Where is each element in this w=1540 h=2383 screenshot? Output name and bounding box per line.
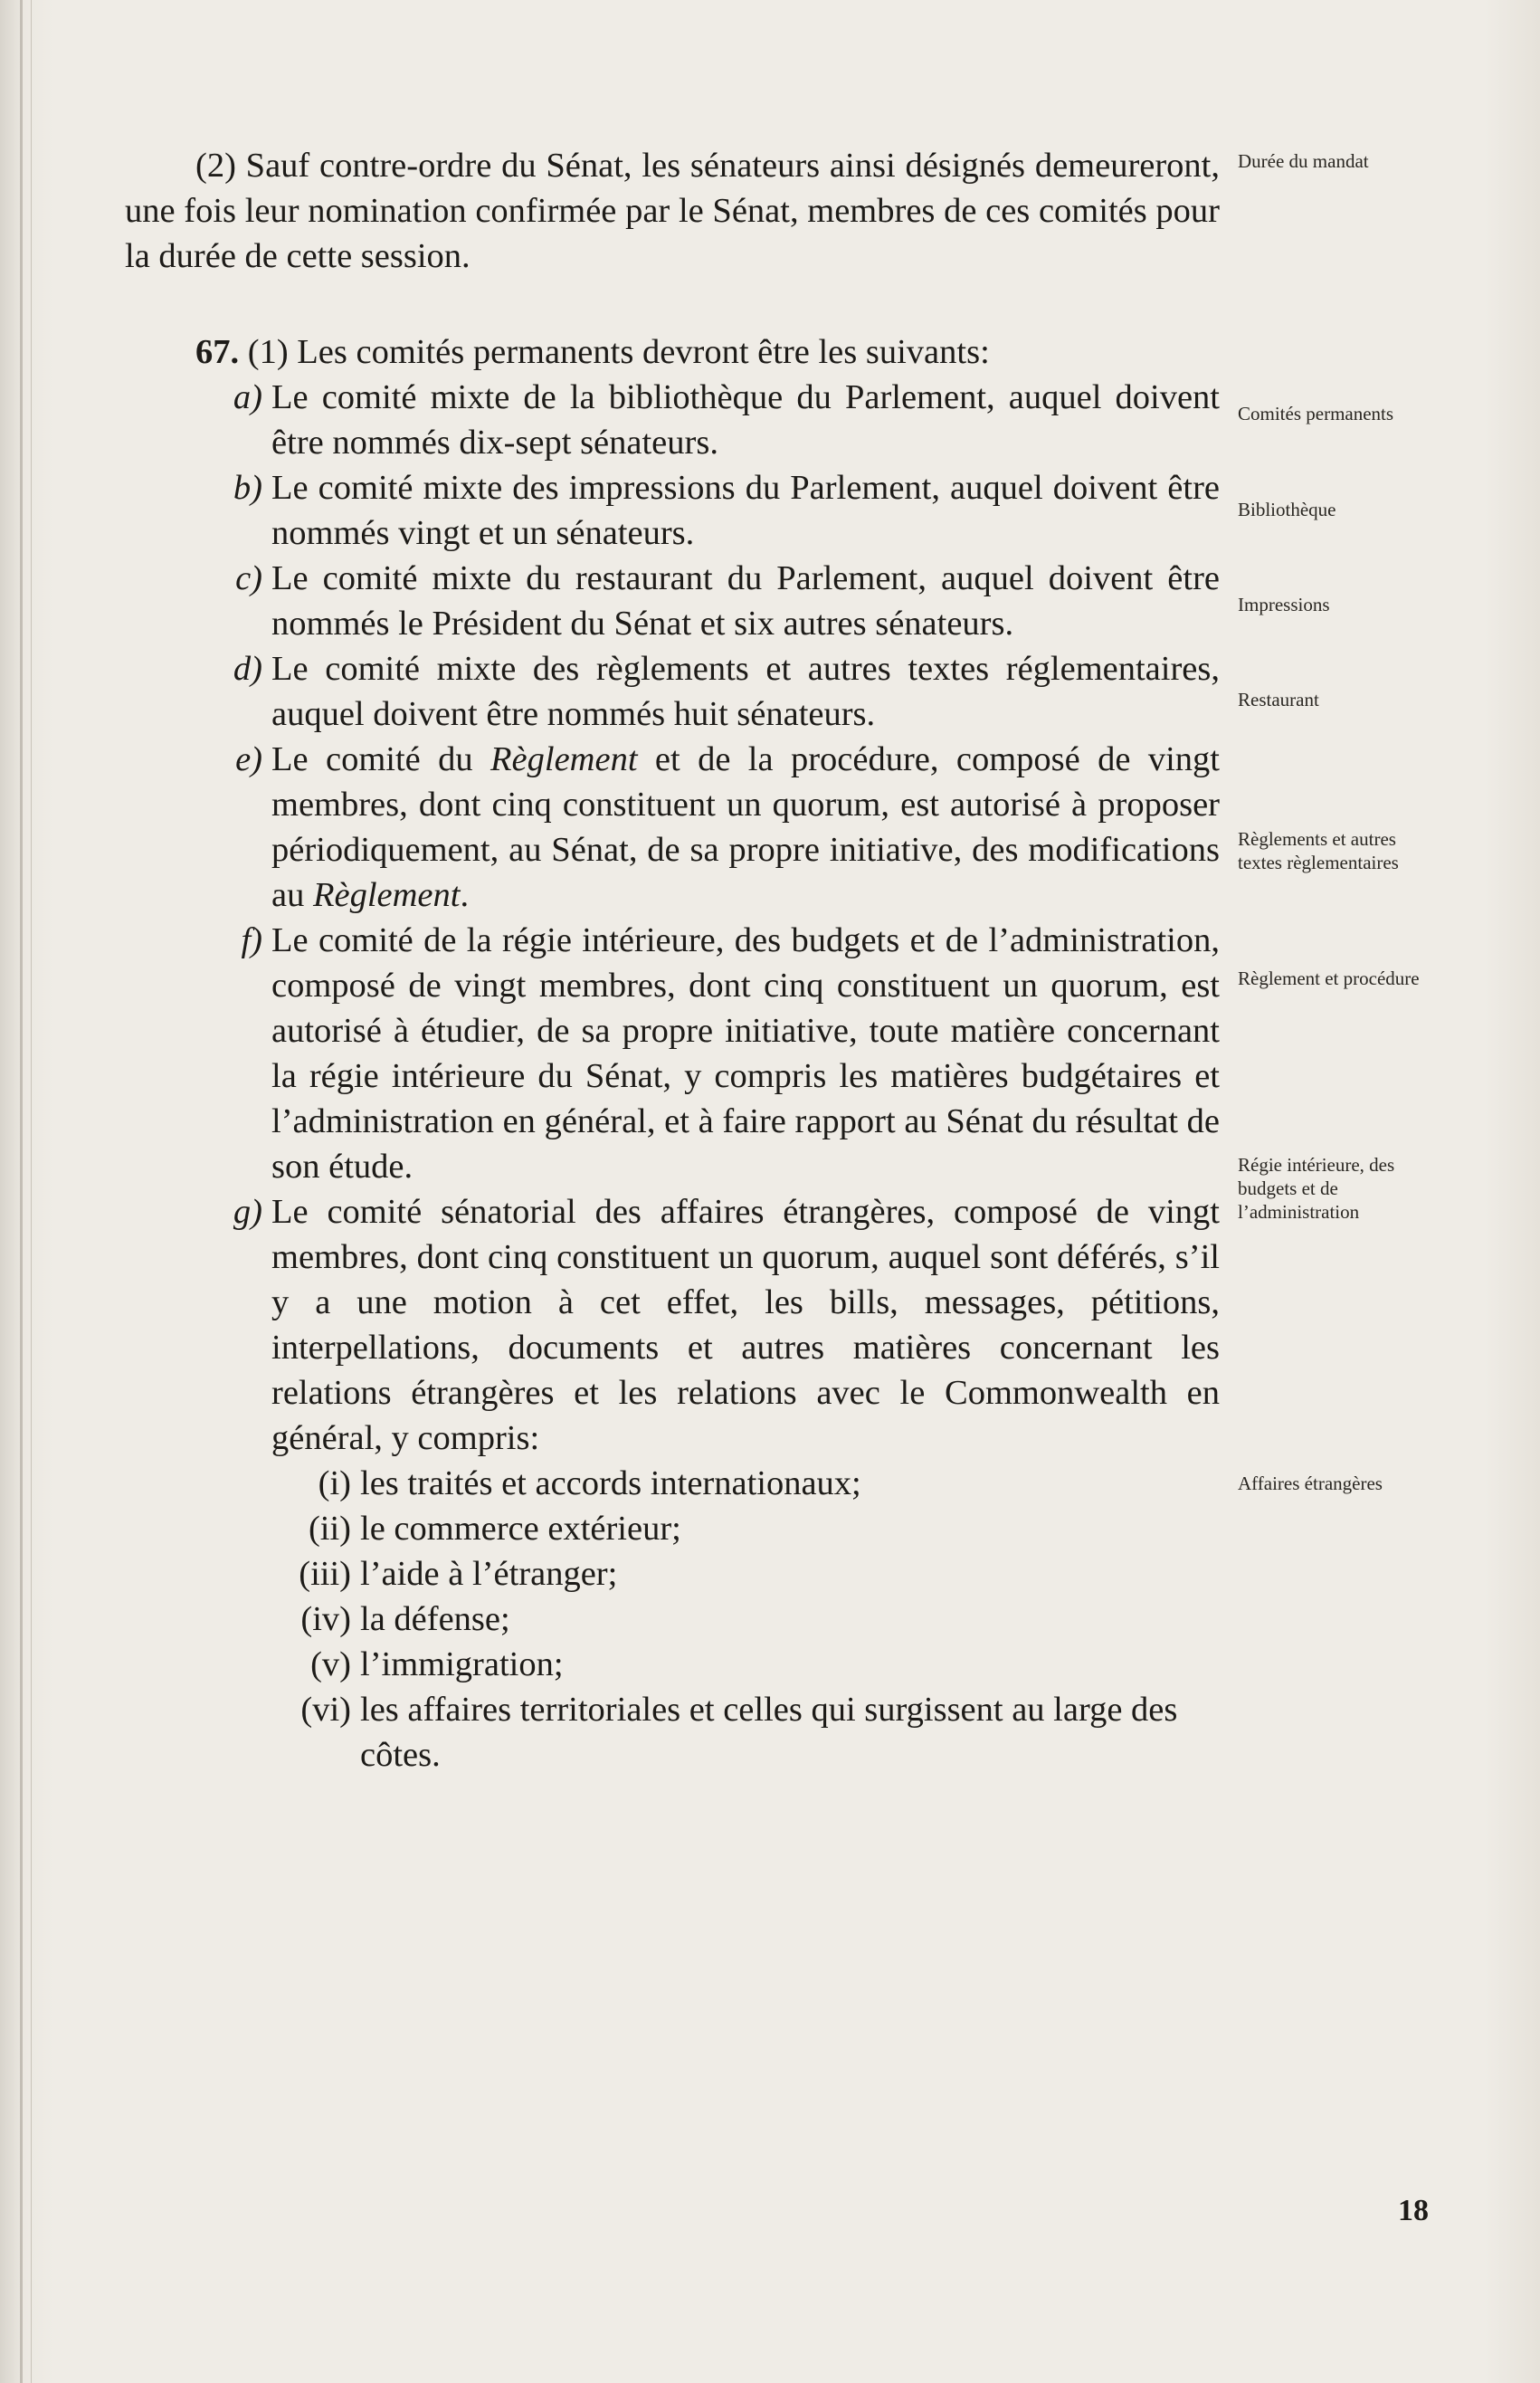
margin-note-comites: Comités permanents (1238, 403, 1394, 424)
item-text: Le comité mixte de la bibliothèque du Parlement, auquel doivent être nommés dix-sept sénateurs. (271, 378, 1220, 462)
binding-edge (20, 0, 23, 2383)
sub-item-number: (vi) (300, 1691, 351, 1729)
item-text: Le comité mixte des impressions du Parlement, auquel doivent être nommés vingt et un sénateurs. (271, 469, 1220, 552)
sub-item-number: (iii) (299, 1555, 351, 1593)
sub-item-number: (i) (318, 1464, 351, 1502)
margin-note-restaurant: Restaurant (1238, 689, 1319, 710)
item-text: Le comité du Règlement et de la procédure, composé de vingt membres, dont cinq constituent un quorum, est autorisé à proposer périodiquement, au Sénat, de sa propre initiative, des modifications au Règlement. (271, 740, 1220, 914)
section-67 (125, 329, 1220, 375)
margin-note-impressions: Impressions (1238, 594, 1330, 615)
list-item-e (125, 737, 1220, 918)
list-item-a (125, 375, 1220, 465)
margin-note-bibliotheque: Bibliothèque (1238, 499, 1336, 520)
sub-item-vi (125, 1687, 1220, 1778)
margin-note-affaires: Affaires étrangères (1238, 1473, 1383, 1494)
margin-note-procedure: Règlement et procédure (1238, 967, 1420, 989)
item-label: d) (233, 650, 262, 688)
list-item-d (125, 646, 1220, 737)
item-text: Le comité sénatorial des affaires étrangères, composé de vingt membres, dont cinq constituent un quorum, auquel sont déférés, s’il y a une motion à cet effet, les bills, messages, pétitions, interpellations, documents et autres matières concernant les relations étrangères et les relations avec le Commonwealth en général, y compris: (271, 1193, 1220, 1457)
list-item-b (125, 465, 1220, 556)
body-text (125, 143, 1220, 1778)
sub-item-number: (v) (310, 1645, 351, 1683)
item-label: a) (233, 378, 262, 416)
sub-item-iv (125, 1597, 1220, 1642)
sub-item-i (125, 1461, 1220, 1506)
sub-item-text: l’immigration; (360, 1645, 564, 1683)
sub-item-v (125, 1642, 1220, 1687)
margin-note-reglements: Règlements et autres textes règlementaires (1238, 828, 1399, 873)
sub-item-iii (125, 1551, 1220, 1597)
list-item-c (125, 556, 1220, 646)
sub-item-text: les traités et accords internationaux; (360, 1464, 861, 1502)
sub-item-text: l’aide à l’étranger; (360, 1555, 618, 1593)
binding-line (31, 0, 32, 2383)
item-text: Le comité mixte du restaurant du Parlement, auquel doivent être nommés le Président du Sénat et six autres sénateurs. (271, 559, 1220, 643)
list-item-f (125, 918, 1220, 1189)
item-label: e) (235, 740, 262, 778)
item-label: b) (233, 469, 262, 507)
section-number: 67. (195, 333, 240, 371)
page-number: 18 (1398, 2194, 1429, 2227)
sub-item-number: (ii) (308, 1510, 351, 1548)
sub-item-number: (iv) (300, 1600, 351, 1638)
item-label: f) (241, 921, 262, 959)
list-item-g (125, 1189, 1220, 1461)
margin-note-regie: Régie intérieure, des budgets et de l’administration (1238, 1154, 1395, 1223)
item-text: Le comité de la régie intérieure, des budgets et de l’administration, composé de vingt membres, dont cinq constituent un quorum, est autorisé à étudier, de sa propre initiative, toute matière concernant la régie intérieure du Sénat, y compris les matières budgétaires et l’administration en général, et à faire rapport au Sénat du résultat de son étude. (271, 921, 1220, 1186)
section-67-text: (1) Les comités permanents devront être les suivants: (239, 333, 990, 371)
margin-note-duree: Durée du mandat (1238, 150, 1369, 172)
item-text: Le comité mixte des règlements et autres textes réglementaires, auquel doivent être nommés huit sénateurs. (271, 650, 1220, 733)
item-label: c) (235, 559, 262, 597)
paragraph-2: (2) Sauf contre-ordre du Sénat, les sénateurs ainsi désignés demeureront, une fois leur nomination confirmée par le Sénat, membres de ces comités pour la durée de cette session. (125, 147, 1220, 275)
sub-item-text: les affaires territoriales et celles qui surgissent au large des côtes. (360, 1691, 1178, 1774)
sub-item-text: le commerce extérieur; (360, 1510, 681, 1548)
sub-item-ii (125, 1506, 1220, 1551)
sub-item-text: la défense; (360, 1600, 510, 1638)
item-label: g) (233, 1193, 262, 1231)
